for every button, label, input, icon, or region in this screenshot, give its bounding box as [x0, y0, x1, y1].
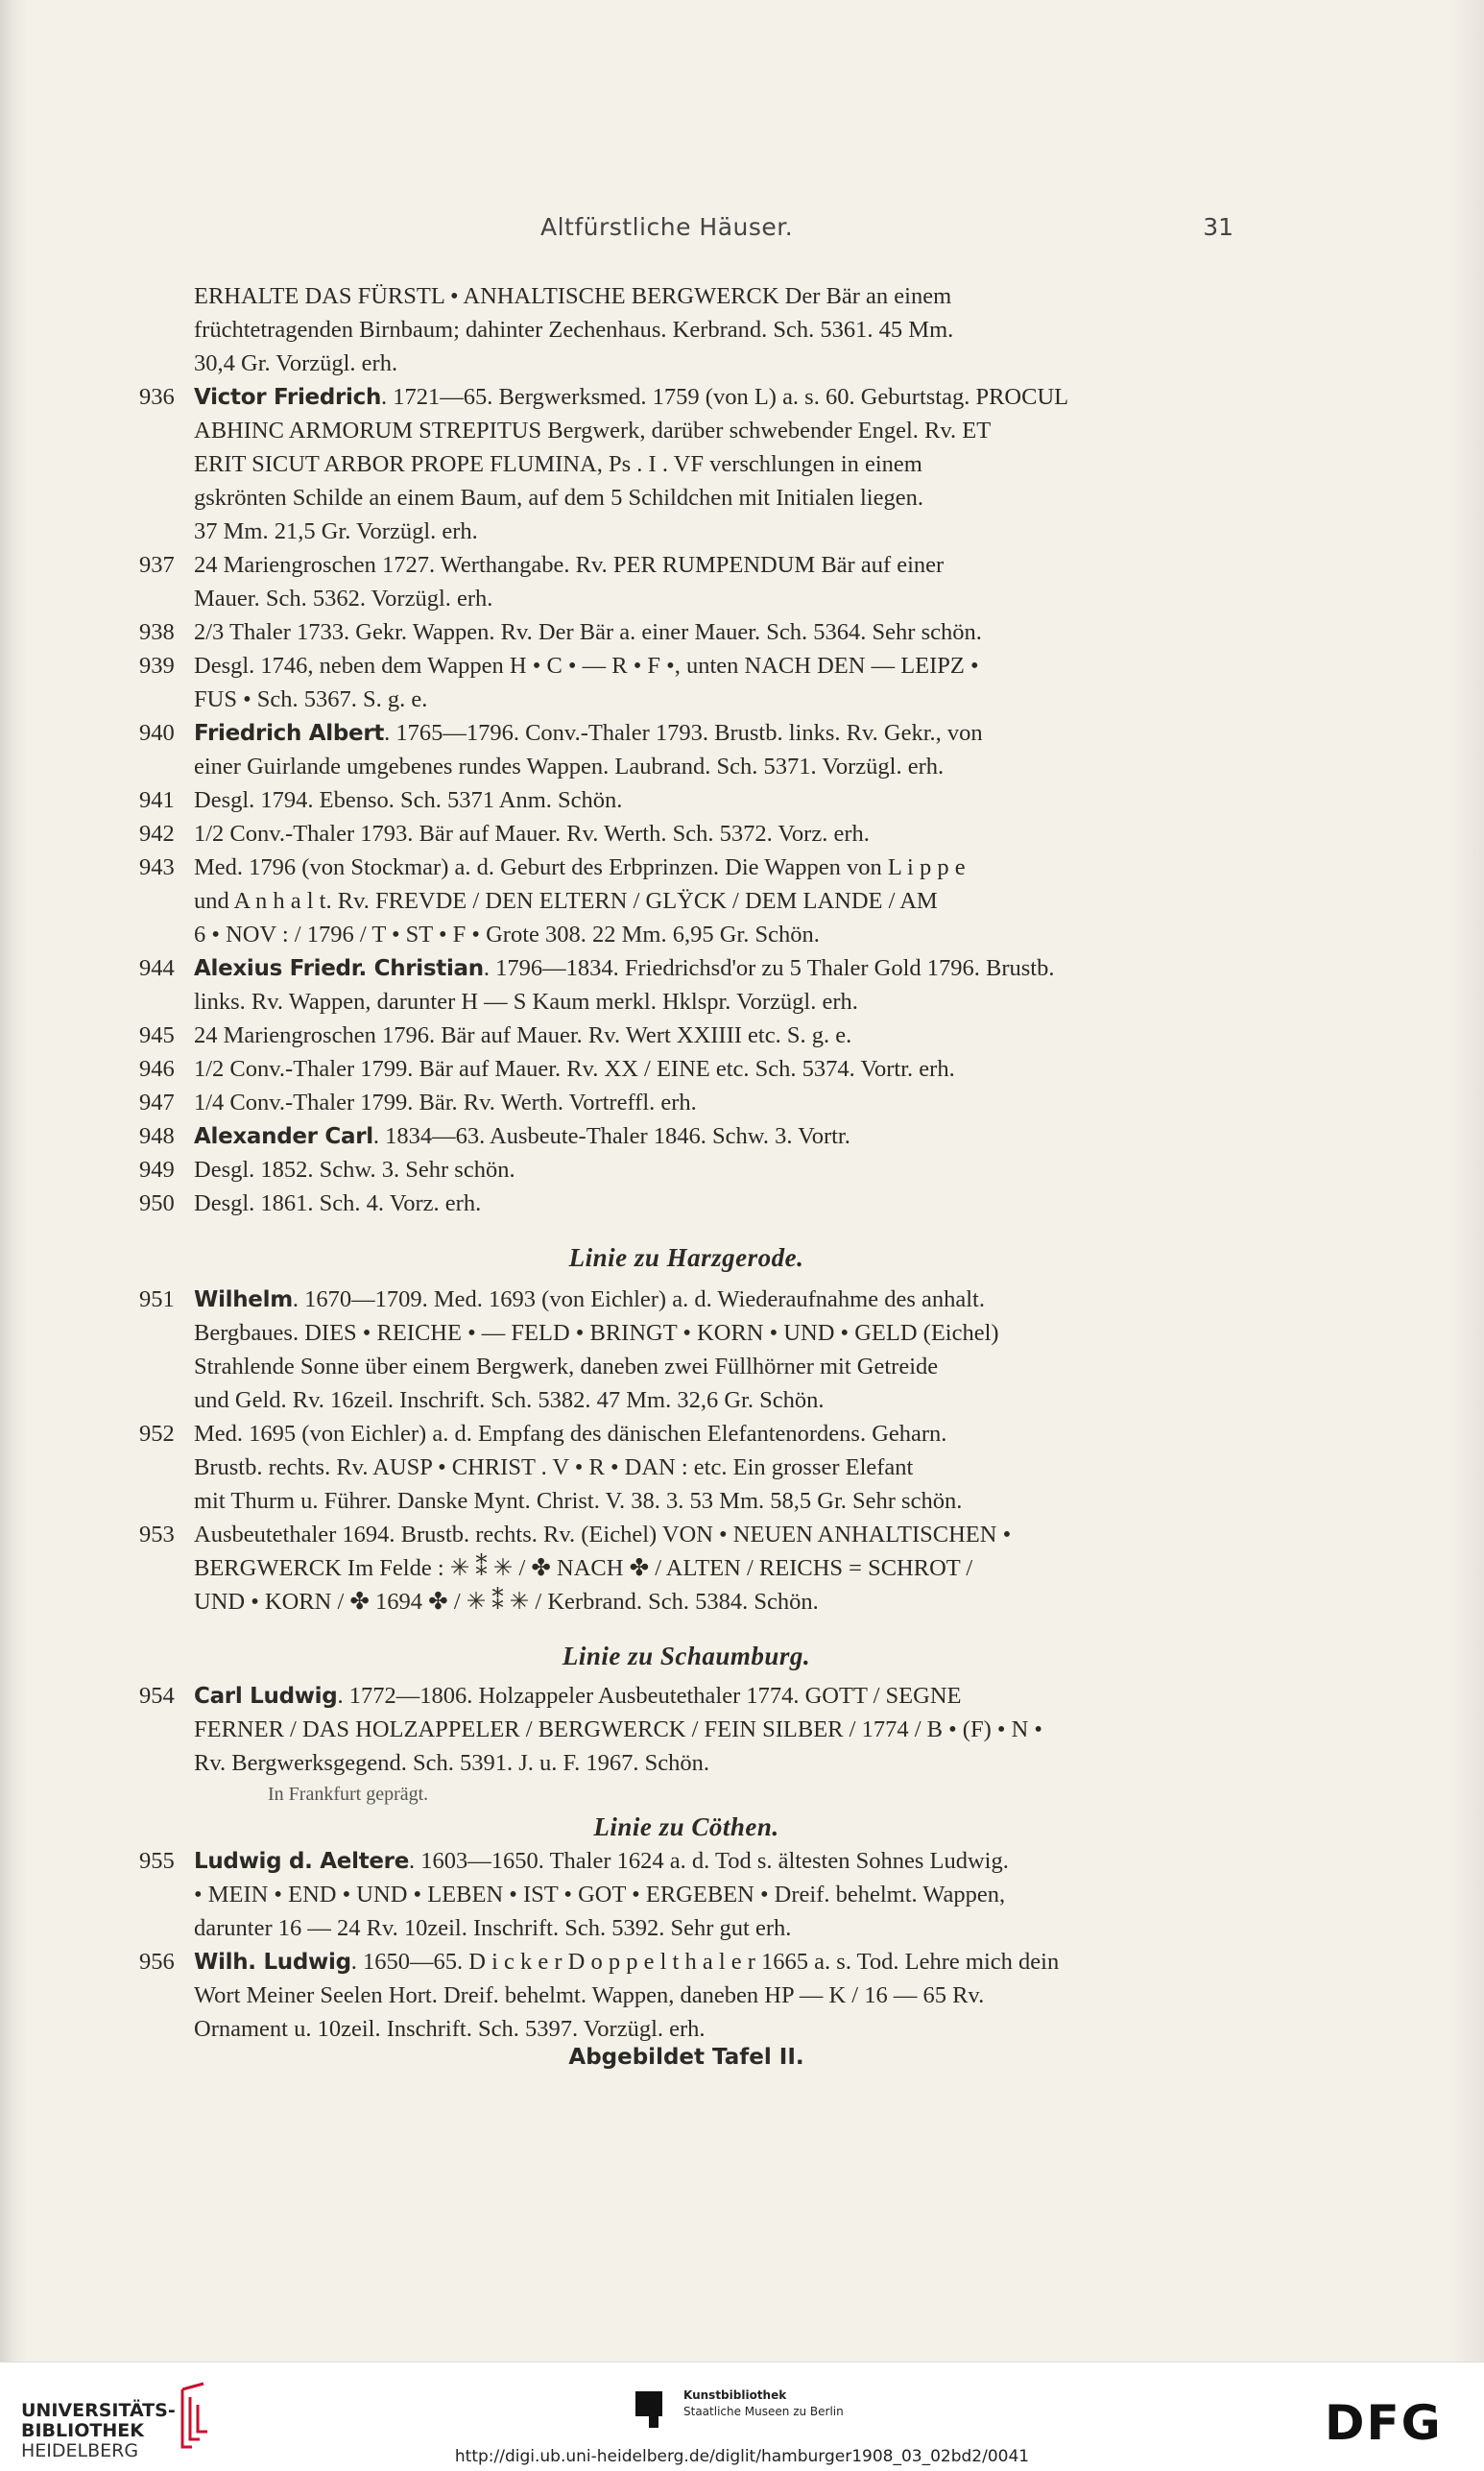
entry-line: Wort Meiner Seelen Hort. Dreif. behelmt. Wappen, daneben HP — K / 16 — 65 Rv.: [194, 1982, 985, 2008]
section-heading: Linie zu Cöthen.: [593, 1812, 779, 1841]
entry-line: FUS • Sch. 5367. S. g. e.: [194, 686, 428, 712]
ruler-name: Alexius Friedr. Christian: [194, 956, 484, 981]
entry-line: Desgl. 1746, neben dem Wappen H • C • — R • F •, unten NACH DEN — LEIPZ •: [194, 653, 979, 679]
entry-line: . 1670—1709. Med. 1693 (von Eichler) a. d. Wiederaufnahme des anhalt.: [292, 1286, 985, 1312]
entry-number: 947: [139, 1090, 175, 1116]
entry-number: 950: [139, 1190, 175, 1216]
kunstbib-name: Kunstbibliothek: [683, 2388, 787, 2402]
entry-number: 940: [139, 720, 175, 746]
entry-number: 952: [139, 1421, 175, 1447]
entry-number: 936: [139, 384, 175, 410]
entry-number: 942: [139, 821, 175, 847]
entry-number: 945: [139, 1022, 175, 1048]
entry-line: mit Thurm u. Führer. Danske Mynt. Christ. V. 38. 3. 53 Mm. 58,5 Gr. Sehr schön.: [194, 1488, 963, 1514]
entry-number: 946: [139, 1056, 175, 1082]
running-head: [398, 209, 1233, 248]
entry-line: 1/4 Conv.-Thaler 1799. Bär. Rv. Werth. Vortreffl. erh.: [194, 1090, 697, 1116]
entry-line: 24 Mariengroschen 1727. Werthangabe. Rv. PER RUMPENDUM Bär auf einer: [194, 552, 945, 578]
entry-line: Rv. Bergwerksgegend. Sch. 5391. J. u. F. 1967. Schön.: [194, 1750, 710, 1776]
entry-line: . 1603—1650. Thaler 1624 a. d. Tod s. ältesten Sohnes Ludwig.: [409, 1848, 1009, 1874]
entry-line: BERGWERCK Im Felde : ✳ ⁑ ✳ / ✤ NACH ✤ / ALTEN / REICHS = SCHROT /: [194, 1555, 973, 1581]
page-number: 31: [1203, 213, 1233, 241]
entry-number: 948: [139, 1123, 175, 1149]
entry-number: 937: [139, 552, 175, 578]
section-heading: Linie zu Harzgerode.: [568, 1243, 804, 1272]
ruler-name: Wilhelm: [194, 1287, 293, 1312]
entry-line: und A n h a l t. Rv. FREVDE / DEN ELTERN / GLŸCK / DEM LANDE / AM: [194, 888, 938, 914]
ruler-name: Ludwig d. Aeltere: [194, 1849, 410, 1874]
entry-line: Med. 1695 (von Eichler) a. d. Empfang des dänischen Elefantenordens. Geharn.: [194, 1421, 947, 1447]
ruler-name: Carl Ludwig: [194, 1684, 338, 1709]
entry-line: 6 • NOV : / 1796 / T • ST • F • Grote 308. 22 Mm. 6,95 Gr. Schön.: [194, 922, 820, 948]
ruler-name: Friedrich Albert: [194, 721, 385, 746]
entry-line: 30,4 Gr. Vorzügl. erh.: [194, 350, 398, 376]
entry-number: 944: [139, 955, 175, 981]
entry-line: FERNER / DAS HOLZAPPELER / BERGWERCK / FEIN SILBER / 1774 / B • (F) • N •: [194, 1716, 1042, 1742]
entry-line: Med. 1796 (von Stockmar) a. d. Geburt des Erbprinzen. Die Wappen von L i p p e: [194, 854, 966, 880]
entry-number: 955: [139, 1848, 175, 1874]
entry-line: Ornament u. 10zeil. Inschrift. Sch. 5397. Vorzügl. erh.: [194, 2016, 706, 2042]
footer-bar: [0, 2362, 1484, 2471]
ruler-name: Victor Friedrich: [194, 385, 382, 410]
kunstbib-subtitle: Staatliche Museen zu Berlin: [683, 2405, 844, 2418]
entry-line: Desgl. 1852. Schw. 3. Sehr schön.: [194, 1157, 515, 1183]
entry-number: 953: [139, 1522, 175, 1547]
library-line-1: UNIVERSITÄTS-: [21, 2400, 176, 2421]
entry-line: Bergbaues. DIES • REICHE • — FELD • BRINGT • KORN • UND • GELD (Eichel): [194, 1320, 999, 1346]
library-line-3: HEIDELBERG: [21, 2440, 139, 2461]
entry-line: einer Guirlande umgebenes rundes Wappen. Laubrand. Sch. 5371. Vorzügl. erh.: [194, 754, 945, 780]
entry-line: Strahlende Sonne über einem Bergwerk, daneben zwei Füllhörner mit Getreide: [194, 1354, 939, 1379]
entry-line: . 1796—1834. Friedrichsd'or zu 5 Thaler Gold 1796. Brustb.: [483, 955, 1055, 981]
entry-line: . 1721—65. Bergwerksmed. 1759 (von L) a. s. 60. Geburtstag. PROCUL: [381, 384, 1069, 410]
entry-line: . 1765—1796. Conv.-Thaler 1793. Brustb. links. Rv. Gekr., von: [384, 720, 983, 746]
entry-line: . 1772—1806. Holzappeler Ausbeutethaler 1774. GOTT / SEGNE: [337, 1683, 962, 1709]
plate-reference: Abgebildet Tafel II.: [568, 2045, 804, 2070]
entry-number: 951: [139, 1286, 175, 1312]
entry-line: Brustb. rechts. Rv. AUSP • CHRIST . V • R • DAN : etc. Ein grosser Elefant: [194, 1454, 914, 1480]
ruler-name: Wilh. Ludwig: [194, 1950, 351, 1975]
footnote: In Frankfurt geprägt.: [268, 1784, 429, 1805]
entry-line: früchtetragenden Birnbaum; dahinter Zechenhaus. Kerbrand. Sch. 5361. 45 Mm.: [194, 317, 954, 343]
entry-number: 941: [139, 787, 175, 813]
dfg-logo[interactable]: DFG: [1325, 2395, 1443, 2451]
entry-line: ABHINC ARMORUM STREPITUS Bergwerk, darüber schwebender Engel. Rv. ET: [194, 418, 992, 444]
section-heading: Linie zu Schaumburg.: [562, 1642, 811, 1670]
entry-line: 1/2 Conv.-Thaler 1793. Bär auf Mauer. Rv. Werth. Sch. 5372. Vorz. erh.: [194, 821, 870, 847]
entry-line: Desgl. 1794. Ebenso. Sch. 5371 Anm. Schön.: [194, 787, 623, 813]
library-emblem-icon: [161, 2380, 219, 2457]
entry-line: und Geld. Rv. 16zeil. Inschrift. Sch. 5382. 47 Mm. 32,6 Gr. Schön.: [194, 1387, 825, 1413]
entry-line: . 1834—63. Ausbeute-Thaler 1846. Schw. 3. Vortr.: [372, 1123, 850, 1149]
entry-line: 24 Mariengroschen 1796. Bär auf Mauer. Rv. Wert XXIIII etc. S. g. e.: [194, 1022, 852, 1048]
entry-line: links. Rv. Wappen, darunter H — S Kaum merkl. Hklspr. Vorzügl. erh.: [194, 989, 858, 1015]
kunstbibliothek-logo-icon: [634, 2387, 668, 2430]
entry-line: • MEIN • END • UND • LEBEN • IST • GOT • ERGEBEN • Dreif. behelmt. Wappen,: [194, 1882, 1006, 1907]
kunstbibliothek-logo[interactable]: [683, 2387, 844, 2420]
entry-line: Ausbeutethaler 1694. Brustb. rechts. Rv. (Eichel) VON • NEUEN ANHALTISCHEN •: [194, 1522, 1012, 1547]
entry-number: 943: [139, 854, 175, 880]
entry-number: 938: [139, 619, 175, 645]
entry-line: Mauer. Sch. 5362. Vorzügl. erh.: [194, 586, 493, 612]
entry-line: 2/3 Thaler 1733. Gekr. Wappen. Rv. Der Bär a. einer Mauer. Sch. 5364. Sehr schön.: [194, 619, 982, 645]
entry-line: . 1650—65. D i c k e r D o p p e l t h a l e r 1665 a. s. Tod. Lehre mich dein: [350, 1949, 1060, 1975]
entry-line: 1/2 Conv.-Thaler 1799. Bär auf Mauer. Rv. XX / EINE etc. Sch. 5374. Vortr. erh.: [194, 1056, 955, 1082]
entry-number: 939: [139, 653, 175, 679]
entry-number: 954: [139, 1683, 175, 1709]
ruler-name: Alexander Carl: [194, 1124, 373, 1149]
entry-line: ERHALTE DAS FÜRSTL • ANHALTISCHE BERGWERCK Der Bär an einem: [194, 283, 952, 309]
permalink-url[interactable]: http://digi.ub.uni-heidelberg.de/diglit/hamburger1908_03_02bd2/0041: [454, 2447, 1030, 2466]
entry-line: 37 Mm. 21,5 Gr. Vorzügl. erh.: [194, 518, 478, 544]
entry-line: darunter 16 — 24 Rv. 10zeil. Inschrift. Sch. 5392. Sehr gut erh.: [194, 1915, 792, 1941]
library-line-2: BIBLIOTHEK: [21, 2420, 144, 2441]
entry-line: gskrönten Schilde an einem Baum, auf dem 5 Schildchen mit Initialen liegen.: [194, 485, 923, 511]
entry-line: UND • KORN / ✤ 1694 ✤ / ✳ ⁑ ✳ / Kerbrand. Sch. 5384. Schön.: [194, 1589, 819, 1615]
entry-line: ERIT SICUT ARBOR PROPE FLUMINA, Ps . I . VF verschlungen in einem: [194, 451, 922, 477]
entry-number: 949: [139, 1157, 175, 1183]
entry-line: Desgl. 1861. Sch. 4. Vorz. erh.: [194, 1190, 482, 1216]
page-title: Altfürstliche Häuser.: [540, 213, 794, 241]
entry-number: 956: [139, 1949, 175, 1975]
